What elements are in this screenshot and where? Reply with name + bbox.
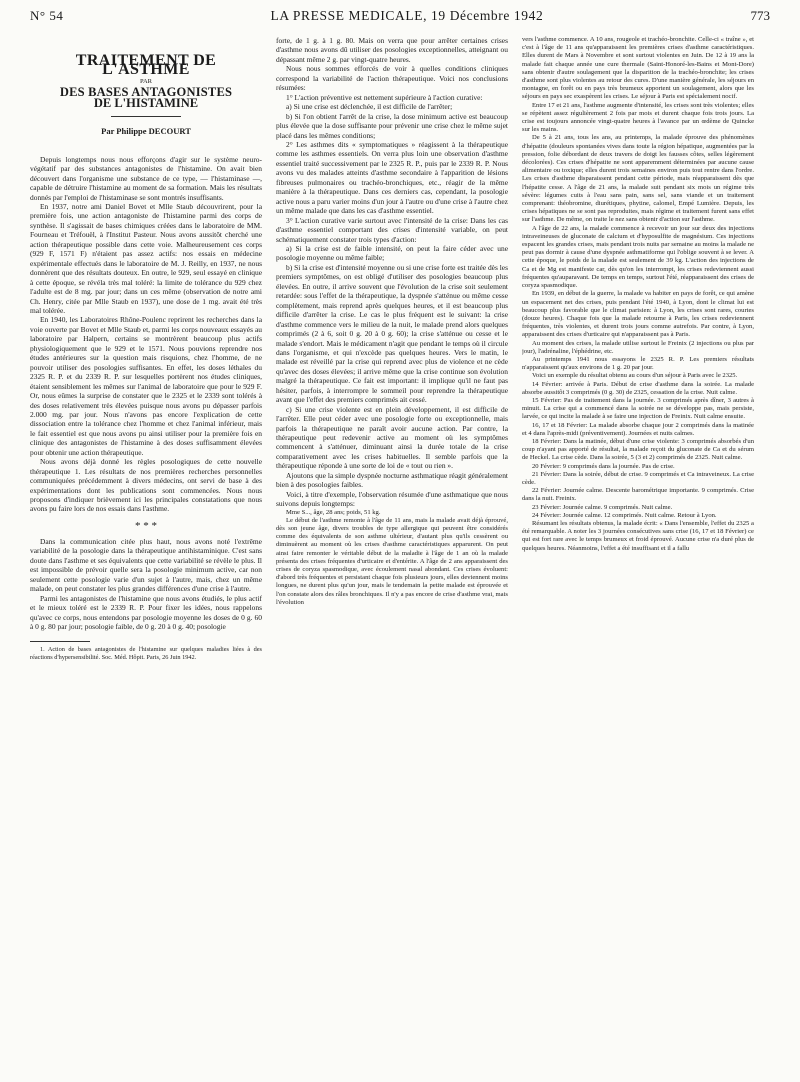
paragraph: Parmi les antagonistes de l'histamine que nous avons étudiés, le plus actif et le mieux toléré est le 2339 R. P. Pour fixer les idées, nous rappelons qu'avec ce corps, nous entendons par posologie moyenne les doses de 0 g. 60 à 0 g. 80 par jour; posologie faible, de 0 g. 20 à 0 g. 40; posologie <box>30 593 262 632</box>
diary-entry: 18 Février: Dans la matinée, début d'une crise violente: 3 comprimés absorbés d'un coup n'ayant pas apporté de résultat, la malade reçoit du gluconate de Ca et du sérum de Heckel. La crise cède. Dans la soirée, 5 (3 et 2) comprimés de 2325. Nuit calme. <box>522 437 754 462</box>
diary-entry: 20 Février: 9 comprimés dans la journée. Pas de crise. <box>532 462 675 470</box>
diary-entry: 21 Février: Dans la soirée, début de crise. 9 comprimés et Ca intraveineux. La crise cède. <box>522 470 754 486</box>
case-paragraph: Entre 17 et 21 ans, l'asthme augmente d'intensité, les crises sont très violentes; elles se répètent assez régulièrement 2 fois par mois et durent chaque fois trois jours. La crise est toujours annoncée vingt-quatre heures à l'avance par un œdème de Quincke sur les mains. <box>522 101 754 134</box>
diary-entry: 16, 17 et 18 Février: La malade absorbe chaque jour 2 comprimés dans la matinée et 4 dans l'après-midi (préventivement). Journées et nuits calmes. <box>522 421 754 437</box>
column-2 <box>276 36 508 662</box>
case-paragraph: Le début de l'asthme remonte à l'âge de 11 ans, mais la malade avait déjà éprouvé, dès son jeune âge, divers troubles de type allergique qui peuvent être considérés comme des équivalents de son asthme ultérieur, d'autant plus qu'ils cessèrent ou diminuèrent au moment où les crises d'asthme caractéristiques apparurent. On peut ainsi faire remonter le véritable début de la maladie à l'âge de 1 an où la malade présenta des crises fréquentes d'urticaire et d'entérite. A l'âge de 2 ans apparaissent des crises de coryza spasmodique, avec écoulement nasal abondant. Ces crises évoluent: d'abord très fréquentes et persistant chaque fois plusieurs jours, elles deviennent moins longues, ne durent plus qu'un jour, mais le tendemain la petite malade est éprouvée et l'on constate alors des râles bronchiques. Il n'y a pas encore de crise d'asthme vrai, mais l'évolution <box>276 516 508 606</box>
article-title: TRAITEMENT DE L'ASTHME <box>75 52 217 79</box>
paragraph: a) Si la crise est de faible intensité, on peut la faire céder avec une posologie moyenne ou même faible; <box>276 243 508 263</box>
columns <box>30 36 770 662</box>
article-subtitle-2: DE L'HISTAMINE <box>93 95 199 110</box>
paragraph: 1° L'action préventive est nettement supérieure à l'action curative: <box>286 92 483 102</box>
case-paragraph: Résumant les résultats obtenus, la malade écrit: « Dans l'ensemble, l'effet du 2325 a été remarquable. A noter les 3 journées consécutives sans crise (16, 17 et 18 Février) ce qui est fort rare avec le temps brumeux et froid éprouvé. Aucune crise n'a duré plus de quelques heures. Néanmoins, l'effet a été insuffisant et il a fallu <box>522 519 754 552</box>
journal-title: LA PRESSE MEDICALE, 19 Décembre 1942 <box>270 8 544 23</box>
paragraph: forte, de 1 g. à 1 g. 80. Mais on verra que pour arrêter certaines crises d'asthme nous avons dû utiliser des posologies exceptionnelles, atteignant ou dépassant même 2 g. par vingt-quatre heures. <box>276 36 508 64</box>
case-header: Mme S..., âge, 28 ans; poids, 51 kg. <box>286 508 381 516</box>
page-number: 773 <box>750 8 770 23</box>
article-par: PAR <box>139 77 153 85</box>
diary-entry: 22 Février: Journée calme. Descente barométrique importante. 9 comprimés. Crise dans la nuit. Freinix. <box>522 487 754 503</box>
article-subtitle-1: DES BASES ANTAGONISTES <box>59 85 233 100</box>
column-3 <box>522 36 754 662</box>
column-1 <box>30 36 262 662</box>
section-stars: * * * <box>135 519 157 532</box>
footnote-rule <box>30 641 90 642</box>
paragraph: Nous nous sommes efforcés de voir à quelles conditions cliniques correspond la variabilité de l'action thérapeutique. Voici nos conclusions résumées: <box>276 64 508 93</box>
paragraph: Nous avons déjà donné les règles posologiques de cette nouvelle thérapeutique 1. Les résultats de nos premières recherches personnelles communiquées précédemment à divers médecins, ont servi de base à des expérimentations dont les publications sont commencées. Nous nous proposons d'indiquer brièvement ici les principales constatations que nous avons pu faire lors de nos essais dans l'asthme. <box>30 457 262 514</box>
paragraph: c) Si une crise violente est en plein développement, il est difficile de l'arrêter. Elle peut céder avec une posologie forte ou exceptionnelle, mais parfois la thérapeutique ne paraît avoir aucune action. Par contre, la thérapeutique peut redevenir active au moment où les symptômes commencent à s'atténuer, diminuant ainsi la durée totale de la crise comparativement avec les crises habituelles. Il semble parfois que la thérapeutique réponde à une sorte de loi de « tout ou rien ». <box>276 404 508 471</box>
case-paragraph: vers l'asthme commence. A 10 ans, rougeole et trachéo-bronchite. Celle-ci « traîne », et c'est à l'âge de 11 ans qu'apparaissent les premières crises d'asthme caractéristiques. Elles durent de Mars à Novembre et sont surtout violentes en Juin. De 12 à 19 ans la malade fait chaque année une cure thermale (Saint-Honoré-les-Bains et Mont-Dore) sans obtenir d'autre soulagement que la disparition de la trachéo-bronchite; les crises d'asthme sont plus violentes au retour des cures. D'une manière générale, les séjours en montagne, en forêt ou en pays très brumeux apportent un soulagement, alors que les séjours en pays sec exaspèrent les crises. Le séjour à Paris est spécialement nocif. <box>522 36 754 101</box>
paragraph: Ajoutons que la simple dyspnée nocturne asthmatique réagit généralement bien à des posologies faibles. <box>276 470 508 490</box>
diary-entry: 14 Février: arrivée à Paris. Début de crise d'asthme dans la soirée. La malade absorbe aussitôt 3 comprimés (0 g. 30) de 2325, cessation de la crise. Nuit calme. <box>522 380 754 396</box>
paragraph: 3° L'action curative varie surtout avec l'intensité de la crise: Dans les cas d'asthme essentiel comportant des crises d'intensité variable, on peut schématiquement constater trois types d'action: <box>276 215 508 244</box>
title-rule <box>111 116 181 117</box>
case-paragraph: En 1939, en début de la guerre, la malade va habiter en pays de forêt, ce qui amène un espacement net des crises, puis pendant l'été 1940, à Lyon, dont le climat lui est beaucoup plus favorable que le climat parisien: à Lyon, les crises sont rares, courtes (douze heures). Chaque fois que la malade retourne à Paris, les crises redeviennent fréquentes, très violentes, et durent trois jours comme autrefois. Par contre, à Lyon, apparaissent des crises d'urticaire qui n'apparaissent pas à Paris. <box>522 290 754 339</box>
paragraph: 2° Les asthmes dits « symptomatiques » réagissent à la thérapeutique comme les asthmes essentiels. On verra plus loin une observation d'asthme essentiel traité successivement par le 2325 R. P., puis par le 2339 R. P. Nous avons vu des malades atteints d'asthme secondaire à l'apparition de lésions fibreuses pulmonaires ou trachéo-bronchiques, etc., réagir de la même manière à la thérapeutique. Dans ces derniers cas, cependant, la posologie active nous a paru varier moins d'un jour à l'autre ou d'une crise à l'autre chez un même malade que dans les cas d'asthme essentiel. <box>276 139 508 216</box>
paragraph: b) Si la crise est d'intensité moyenne ou si une crise forte est traitée dès les premiers symptômes, on est obligé d'utiliser des posologies beaucoup plus élevées. En outre, il arrive souvent que l'évolution de la crise soit seulement retardée: sous l'effet de la thérapeutique, la dyspnée s'atténue ou même cesse complètement, mais reprend après quelques heures, et il est beaucoup plus difficile d'arrêter la crise. Le cas le plus fréquent est le suivant: la crise d'asthme commence vers le milieu de la nuit, le malade prend alors quelques comprimés (2 à 6, soit 0 g. 20 à 0 g. 60); la crise s'atténue ou cesse et le malade s'endort. Mais le médicament n'agit que pendant le temps où il circule dans l'organisme, et qui n'excède pas quelques heures. Vers le matin, le malade est réveillé par la crise qui reprend avec plus de violence et ne cède qu'avec des doses élevées; il arrive même que la crise continue son évolution malgré la thérapeutique. Ce fait est important: il implique qu'il ne faut pas hésiter, parfois, à interrompre le sommeil pour reprendre la thérapeutique avant que l'effet des premiers comprimés ait cessé. <box>276 262 508 405</box>
paragraph: Dans la communication citée plus haut, nous avons noté l'extrême variabilité de la posologie dans la thérapeutique antihistaminique. C'est sans doute dans l'asthme et ses équivalents que cette variabilité se révèle le plus. Il est impossible de prévoir quelle sera la posologie minimum active, car non seulement cette posologie varie d'un sujet à l'autre, mais, chez un même malade, on peut constater les plus grandes différences d'une crise à l'autre. <box>30 536 262 594</box>
diary-entry: 23 Février: Journée calme. 9 comprimés. Nuit calme. <box>532 503 673 511</box>
paragraph: En 1940, les Laboratoires Rhône-Poulenc reprirent les recherches dans la voie ouverte par Bovet et Mlle Staub et, parmi les corps nouveaux essayés au laboratoire par Halpern, certains se montrèrent beaucoup plus actifs physiologiquement que le 929 et le 1571. Nous pouvions reprendre nos études antérieures sur la question mais risquions, chez l'homme, de ne pouvoir utiliser des posologies suffisantes. En effet, les doses léthales du 2325 R. P. et du 2339 R. P. sur lesquelles portèrent nos études cliniques, étaient sensiblement les mêmes sur l'animal de laboratoire que pour le 929 F. Or, nous eûmes la surprise de constater que le 2325 et le 2339 sont tolérés à des doses relativement très élevées puisque nous avons pu dépasser parfois 2.000 mg. par jour. Nous n'avons pas encore l'explication de cette dissociation entre la tolérance chez l'homme et chez l'animal inférieur, mais le fait essentiel est que nous avons pu ainsi utiliser pour la première fois en clinique des antagonistes de l'histamine à des doses suffisamment élevées pour obtenir une action thérapeutique. <box>30 315 262 457</box>
paragraph: b) Si l'on obtient l'arrêt de la crise, la dose minimum active est beaucoup plus élevée que la dose suffisante pour prévenir une crise chez le même sujet placé dans les mêmes conditions; <box>276 111 508 140</box>
article-heading <box>30 52 262 137</box>
page-header <box>30 8 770 30</box>
diary-entry: 15 Février: Pas de traitement dans la journée. 3 comprimés après dîner, 3 autres à minuit. La crise qui a commencé dans la soirée ne se développe pas, mais persiste, larvée, ce qui incite la malade à se faire une injection de Freinix. Nuit calme ensuite. <box>522 396 754 421</box>
paragraph: Depuis longtemps nous nous efforçons d'agir sur le système neuro-végétatif par des substances antagonistes de l'histamine. On avait bien découvert dans l'organisme une substance de ce type, — l'histaminase —, capable de détruire l'histamine au moment de sa formation. Mais les résultats donnés par l'emploi de l'histaminase se sont montrés insuffisants. <box>30 154 262 202</box>
paragraph: En 1937, notre ami Daniel Bovet et Mlle Staub découvrirent, pour la première fois, une action antagoniste de l'histamine parmi des corps de synthèse. Il s'agissait de bases chimiques créées dans le laboratoire de MM. Fourneau et Tréfouël, à l'Institut Pasteur. Nous avons aussitôt cherché une action thérapeutique possible dans cette voie. Malheureusement ces corps (929 F, 1571 F) n'étaient pas assez actifs: nos essais en médecine expérimentale effectués dans le laboratoire de M. J. Reilly, en 1937, ne nous donnèrent que des résultats douteux. En outre, le 929, seul essayé en clinique à cette époque, se révéla très mal toléré: la limite de tolérance du 929 chez l'adulte est de 8 mg. par jour; dans un ces même (observation de notre ami Ch. Henry, citée par Mlle Staub en 1937), une dose de 1 mg. avait été très mal tolérée. <box>30 201 262 315</box>
issue-number: N° 54 <box>30 8 64 23</box>
paragraph: Voici, à titre d'exemple, l'observation résumée d'une asthmatique que nous suivons depuis longtemps: <box>276 489 508 509</box>
diary-entry: 24 Février: Journée calme. 12 comprimés. Nuit calme. Retour à Lyon. <box>532 511 717 519</box>
case-paragraph: Au moment des crises, la malade utilise surtout le Freinix (2 injections ou plus par jour), l'adrénaline, l'éphédrine, etc. <box>522 339 754 355</box>
case-paragraph: Au printemps 1941 nous essayons le 2325 R. P. Les premiers résultats n'apparaissent qu'aux environs de 1 g. 20 par jour. <box>522 355 754 372</box>
footnote: 1. Action de bases antagonistes de l'histamine sur quelques maladies liées à des réactions d'hypersensibilité. Soc. Méd. Hôpit. Paris, 26 Juin 1942. <box>30 646 262 662</box>
case-paragraph: A l'âge de 22 ans, la malade commence à recevoir un jour sur deux des injections intraveineuses de gluconate de calcium et d'hyposulfite de magnésium. Ces injections espacent les grandes crises, mais pendant trois nuits par semaine au moins la malade ne peut pas dormir à cause d'une dyspnée asthmatiforme qui l'oblige souvent à se lever. A cette époque, le poids de la malade est seulement de 39 kg. L'action des injections de Ca et de Mg est manifeste car, dès qu'on les interrompt, les crises redeviennent aussi fréquentes qu'auparavant. De temps en temps, surtout l'été, réapparaissent des crises de coryza spasmodique. <box>522 224 754 290</box>
article-author: Par Philippe DECOURT <box>101 126 191 137</box>
case-paragraph: De 5 à 21 ans, tous les ans, au printemps, la malade éprouve des phénomènes d'hépatite (douleurs spontanées vives dans toute la région hépatique, augmentées par la pression, folie débordant de deux travers de doigt les fausses côtes, selles légèrement décolorées). Ces crises d'hépatite ne sont apparemment déterminées par aucune cause alimentaire ou toxique; elles durent trois semaines environ puis tout rentre dans l'ordre. Les crises d'asthme disparaissent pendant cette période, mais réapparaissent dès que l'hépatite cesse. A l'âge de 21 ans, la malade suit pendant six mois un régime très sévère: légumes cuits à l'eau sans pain, sans sel, sans viande et un traitement comprenant: théobromine, diurétiques, phytine, calomel, Empé Lumière. Depuis, les crises hépatiques ne se sont pas reproduites, mais régime et traitement furent sans effet sur l'asthme. De même, on traite le nez sans obtenir d'action sur l'asthme. <box>522 134 754 224</box>
paragraph: a) Si une crise est déclenchée, il est difficile de l'arrêter; <box>286 102 453 112</box>
case-paragraph: Voici un exemple du résultat obtenu au cours d'un séjour à Paris avec le 2325. <box>532 372 738 380</box>
